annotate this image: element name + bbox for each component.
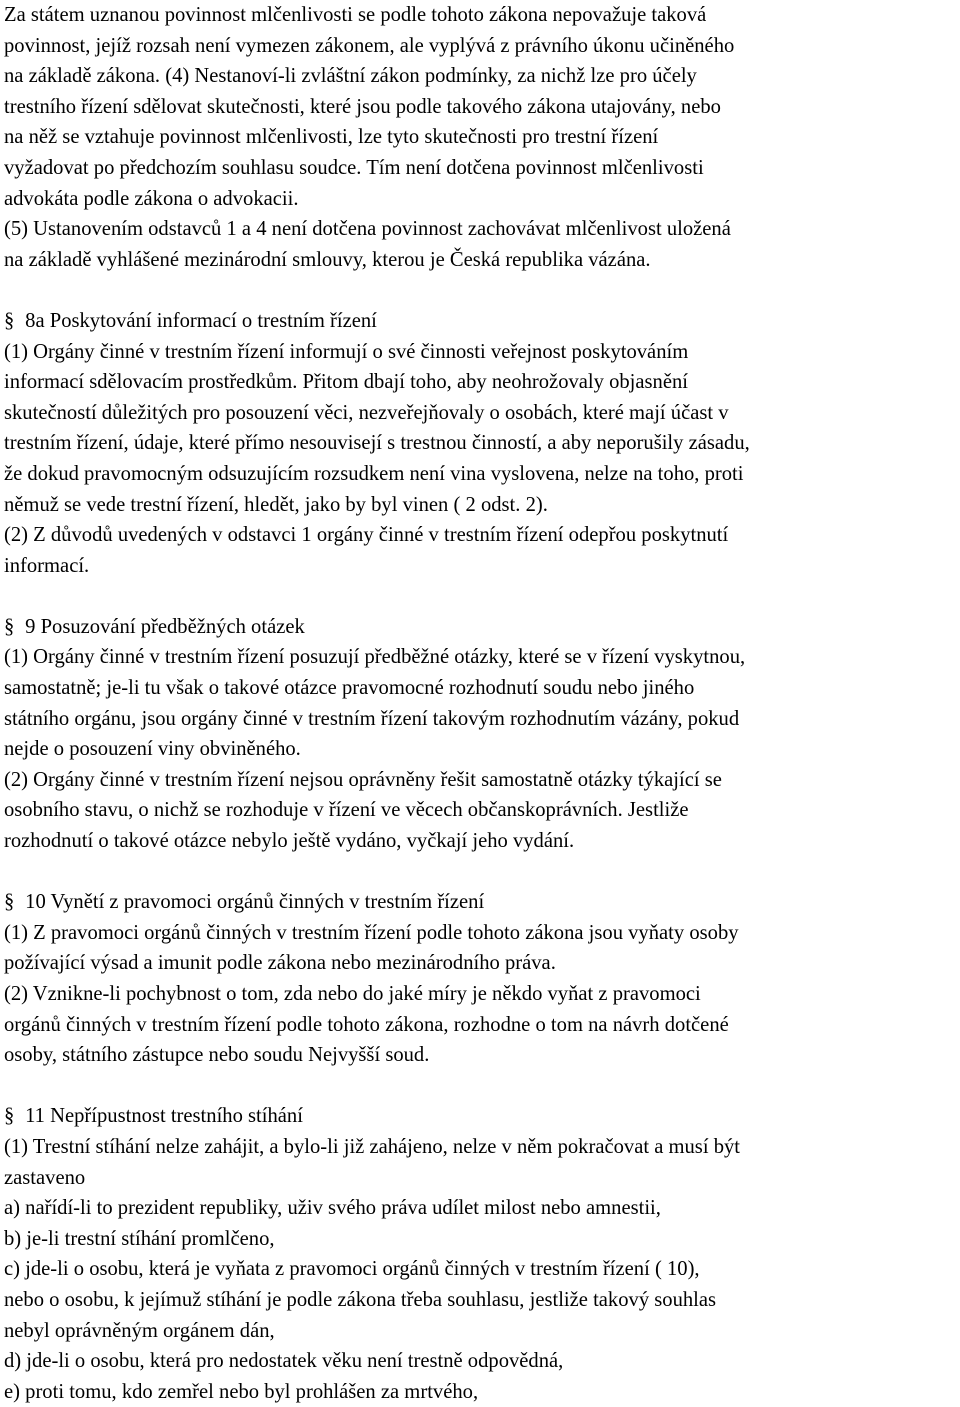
text-line: nebo o osobu, k jejímuž stíhání je podle zákona třeba souhlasu, jestliže takový souhlas — [4, 1288, 717, 1311]
section-symbol: § — [4, 615, 15, 638]
text-line: osobního stavu, o nichž se rozhoduje v řízení ve věcech občanskoprávních. Jestliže — [4, 799, 689, 822]
text-line: (2) Z důvodů uvedených v odstavci 1 orgány činné v trestním řízení odepřou poskytnutí — [4, 524, 729, 547]
text-line: samostatně; je-li tu však o takové otázce pravomocné rozhodnutí soudu nebo jiného — [4, 677, 695, 700]
text-line: (2) Orgány činné v trestním řízení nejsou oprávněny řešit samostatně otázky týkající se — [4, 768, 722, 791]
text-line: na něž se vztahuje povinnost mlčenlivosti, lze tyto skutečnosti pro trestní řízení — [4, 126, 659, 149]
text-line: rozhodnutí o takové otázce nebylo ještě vydáno, vyčkají jeho vydání. — [4, 830, 575, 853]
text-line: státního orgánu, jsou orgány činné v trestním řízení takovým rozhodnutím vázány, pokud — [4, 707, 740, 730]
paragraph-spacer — [4, 581, 956, 612]
text-line: advokáta podle zákona o advokacii. — [4, 187, 299, 210]
text-line: b) je-li trestní stíhání promlčeno, — [4, 1227, 275, 1250]
text-line: povinnost, jejíž rozsah není vymezen zákonem, ale vyplývá z právního úkonu učiněného — [4, 34, 735, 57]
text-line: a) nařídí-li to prezident republiky, uživ svého práva udílet milost nebo amnestii, — [4, 1197, 661, 1220]
text-line: skutečností důležitých pro posouzení věci, nezveřejňovaly o osobách, které mají účast v — [4, 401, 729, 424]
section-heading — [4, 306, 956, 337]
text-line: e) proti tomu, kdo zemřel nebo byl prohlášen za mrtvého, — [4, 1380, 479, 1403]
section-heading-text: 11 Nepřípustnost trestního stíhání — [20, 1105, 303, 1128]
text-line: informací. — [4, 554, 90, 577]
text-line: (1) Orgány činné v trestním řízení informují o své činnosti veřejnost poskytováním — [4, 340, 689, 363]
text-line: trestního řízení sdělovat skutečnosti, které jsou podle takového zákona utajovány, nebo — [4, 95, 721, 118]
section-symbol: § — [4, 309, 15, 332]
text-line: nebyl oprávněným orgánem dán, — [4, 1319, 275, 1342]
section-heading-text: 10 Vynětí z pravomoci orgánů činných v trestním řízení — [20, 891, 485, 914]
text-line: (5) Ustanovením odstavců 1 a 4 není dotčena povinnost zachovávat mlčenlivost uložená — [4, 218, 731, 241]
section-heading — [4, 887, 956, 918]
text-line: d) jde-li o osobu, která pro nedostatek věku není trestně odpovědná, — [4, 1350, 564, 1373]
text-line: (1) Z pravomoci orgánů činných v trestním řízení podle tohoto zákona jsou vyňaty osoby — [4, 921, 739, 944]
text-line: vyžadovat po předchozím souhlasu soudce. Tím není dotčena povinnost mlčenlivosti — [4, 156, 704, 179]
text-line: osoby, státního zástupce nebo soudu Nejvyšší soud. — [4, 1044, 430, 1067]
text-line: na základě vyhlášené mezinárodní smlouvy, kterou je Česká republika vázána. — [4, 248, 651, 271]
text-line: zastaveno — [4, 1166, 86, 1189]
section-symbol: § — [4, 891, 15, 914]
text-line: že dokud pravomocným odsuzujícím rozsudkem není vina vyslovena, nelze na toho, proti — [4, 462, 744, 485]
text-line: informací sdělovacím prostředkům. Přitom dbají toho, aby neohrožovaly objasnění — [4, 371, 689, 394]
section-symbol: § — [4, 1105, 15, 1128]
text-line: němuž se vede trestní řízení, hledět, jako by byl vinen ( 2 odst. 2). — [4, 493, 548, 516]
paragraph-spacer — [4, 857, 956, 888]
text-line: (1) Orgány činné v trestním řízení posuzují předběžné otázky, které se v řízení vyskytnou, — [4, 646, 746, 669]
text-line: Za státem uznanou povinnost mlčenlivosti se podle tohoto zákona nepovažuje taková — [4, 4, 707, 26]
text-line: požívající výsad a imunit podle zákona nebo mezinárodního práva. — [4, 952, 556, 975]
text-line: (2) Vznikne-li pochybnost o tom, zda nebo do jaké míry je někdo vyňat z pravomoci — [4, 983, 701, 1005]
section-heading-text: 9 Posuzování předběžných otázek — [20, 615, 305, 638]
section-heading — [4, 612, 956, 643]
section-heading — [4, 1101, 956, 1132]
section-heading-text: 8a Poskytování informací o trestním řízení — [20, 309, 377, 332]
text-line: trestním řízení, údaje, které přímo nesouvisejí s trestnou činností, a aby neporušily zásadu, — [4, 432, 750, 455]
text-line: na základě zákona. (4) Nestanoví-li zvláštní zákon podmínky, za nichž lze pro účely — [4, 65, 697, 88]
paragraph-spacer — [4, 275, 956, 306]
text-line: orgánů činných v trestním řízení podle tohoto zákona, rozhodne o tom na návrh dotčené — [4, 1013, 729, 1036]
text-line: c) jde-li o osobu, která je vyňata z pravomoci orgánů činných v trestním řízení ( 10), — [4, 1258, 700, 1281]
paragraph-spacer — [4, 1071, 956, 1102]
text-line: nejde o posouzení viny obviněného. — [4, 738, 301, 761]
text-line: (1) Trestní stíhání nelze zahájit, a bylo-li již zahájeno, nelze v něm pokračovat a musí být — [4, 1135, 741, 1158]
